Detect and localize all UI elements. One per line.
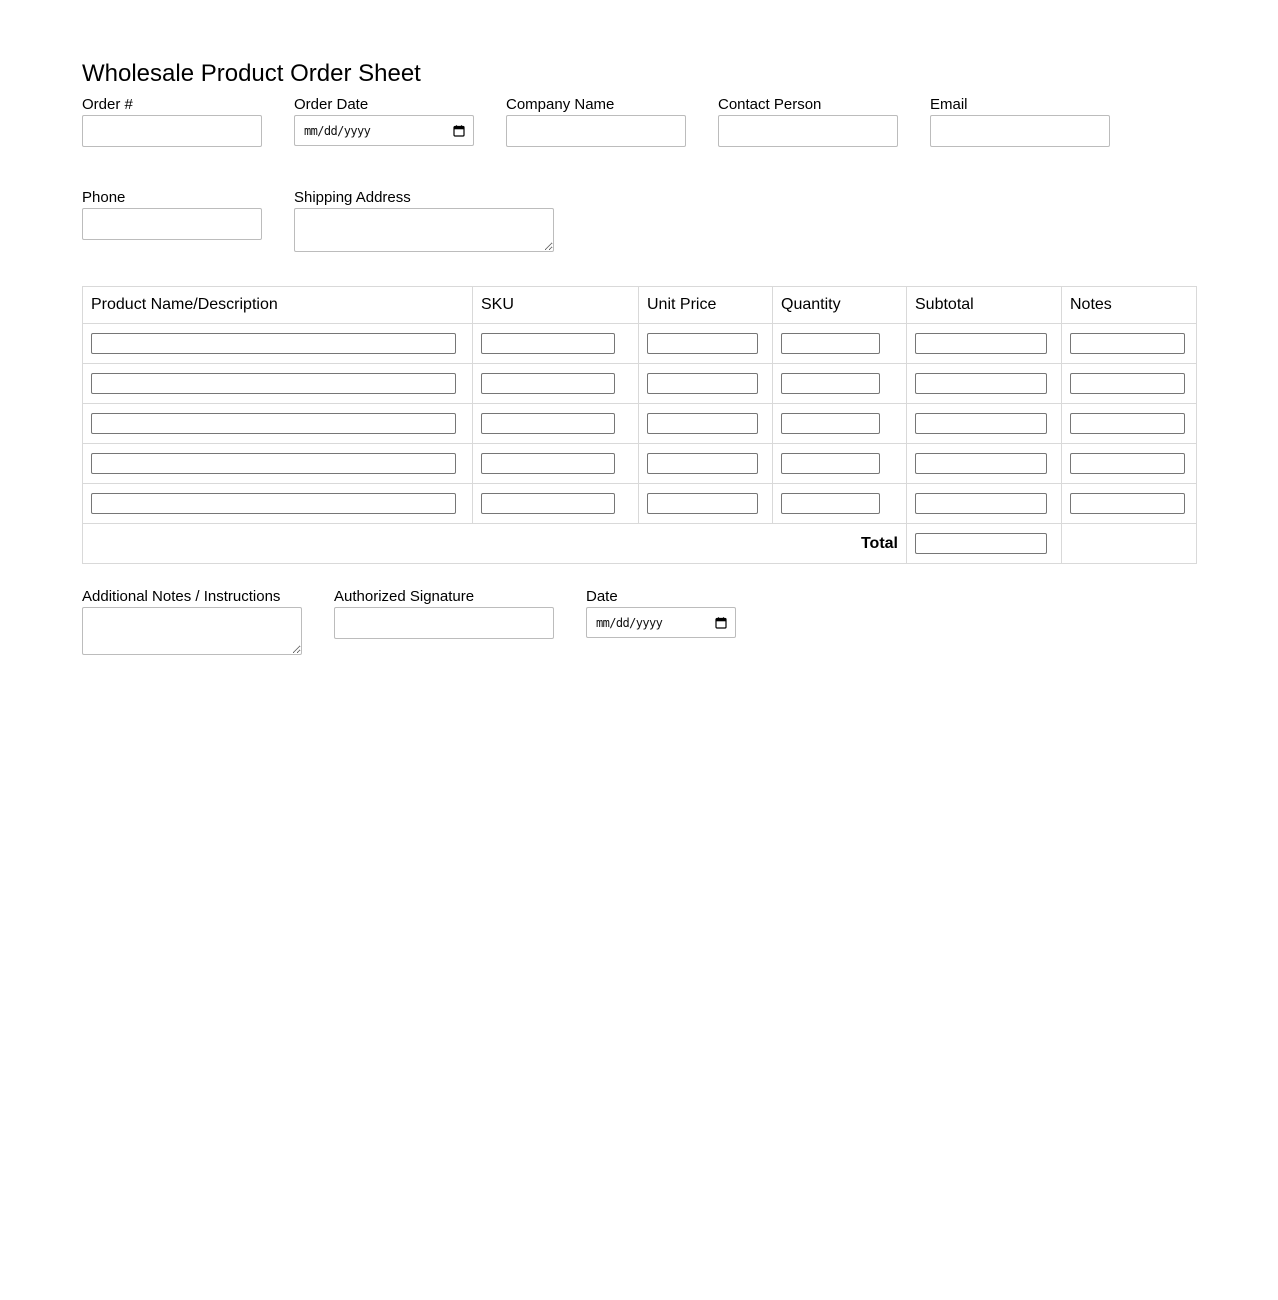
authorized-signature-input[interactable]	[334, 607, 554, 639]
sku-cell	[473, 484, 639, 524]
notes-input[interactable]	[1070, 333, 1185, 354]
subtotal-cell	[907, 484, 1062, 524]
product-name-input[interactable]	[91, 413, 456, 434]
quantity-cell	[773, 324, 907, 364]
signature-date-input[interactable]	[586, 607, 736, 638]
table-row	[83, 444, 1197, 484]
unit-price-input[interactable]	[647, 373, 758, 394]
order-date-label: Order Date	[294, 96, 369, 113]
phone-input[interactable]	[82, 208, 262, 240]
order-number-label: Order #	[82, 96, 133, 113]
shipping-address-group	[294, 189, 554, 252]
notes-cell	[1062, 404, 1197, 444]
authorized-signature-label: Authorized Signature	[334, 588, 475, 605]
signature-date-label: Date	[586, 588, 618, 605]
quantity-input[interactable]	[781, 373, 880, 394]
unit-price-input[interactable]	[647, 413, 758, 434]
sku-input[interactable]	[481, 373, 615, 394]
sku-cell	[473, 404, 639, 444]
product-name-input[interactable]	[91, 453, 456, 474]
quantity-input[interactable]	[781, 413, 880, 434]
product-name-input[interactable]	[91, 493, 456, 514]
shipping-address-label: Shipping Address	[294, 189, 411, 206]
unit-price-cell	[639, 324, 773, 364]
table-header-row	[83, 287, 1197, 324]
table-total-row	[83, 524, 1197, 564]
quantity-cell	[773, 484, 907, 524]
unit-price-cell	[639, 484, 773, 524]
notes-cell	[1062, 324, 1197, 364]
sku-input[interactable]	[481, 453, 615, 474]
notes-cell	[1062, 484, 1197, 524]
contact-person-input[interactable]	[718, 115, 898, 147]
header-notes: Notes	[1062, 287, 1197, 324]
unit-price-cell	[639, 364, 773, 404]
notes-input[interactable]	[1070, 493, 1185, 514]
subtotal-cell	[907, 404, 1062, 444]
page-title: Wholesale Product Order Sheet	[82, 60, 421, 87]
company-name-label: Company Name	[506, 96, 615, 113]
contact-person-group	[718, 96, 898, 147]
notes-input[interactable]	[1070, 373, 1185, 394]
unit-price-input[interactable]	[647, 333, 758, 354]
product-cell	[83, 404, 473, 444]
order-number-input[interactable]	[82, 115, 262, 147]
header-subtotal: Subtotal	[907, 287, 1062, 324]
subtotal-input[interactable]	[915, 333, 1047, 354]
additional-notes-label: Additional Notes / Instructions	[82, 588, 281, 605]
table-row	[83, 404, 1197, 444]
company-name-group	[506, 96, 686, 147]
product-name-input[interactable]	[91, 333, 456, 354]
subtotal-input[interactable]	[915, 413, 1047, 434]
sku-cell	[473, 324, 639, 364]
unit-price-cell	[639, 404, 773, 444]
notes-input[interactable]	[1070, 413, 1185, 434]
quantity-input[interactable]	[781, 453, 880, 474]
signature-date-placeholder: mm/dd/yyyy	[596, 615, 663, 630]
order-number-group	[82, 96, 262, 147]
total-cell	[907, 524, 1062, 564]
additional-notes-textarea[interactable]	[82, 607, 302, 655]
subtotal-cell	[907, 444, 1062, 484]
header-unit-price: Unit Price	[639, 287, 773, 324]
email-group	[930, 96, 1110, 147]
product-name-input[interactable]	[91, 373, 456, 394]
calendar-icon[interactable]	[715, 617, 727, 629]
order-items-table	[82, 286, 1197, 564]
unit-price-input[interactable]	[647, 493, 758, 514]
order-date-group	[294, 96, 474, 146]
table-row	[83, 324, 1197, 364]
contact-person-label: Contact Person	[718, 96, 822, 113]
notes-cell	[1062, 444, 1197, 484]
header-product-name: Product Name/Description	[83, 287, 473, 324]
subtotal-input[interactable]	[915, 493, 1047, 514]
order-date-placeholder: mm/dd/yyyy	[304, 123, 371, 138]
product-cell	[83, 364, 473, 404]
shipping-address-textarea[interactable]	[294, 208, 554, 252]
subtotal-cell	[907, 364, 1062, 404]
additional-notes-group	[82, 588, 302, 655]
unit-price-input[interactable]	[647, 453, 758, 474]
sku-cell	[473, 444, 639, 484]
total-input[interactable]	[915, 533, 1047, 554]
notes-cell	[1062, 364, 1197, 404]
signature-date-group	[586, 588, 736, 638]
subtotal-cell	[907, 324, 1062, 364]
header-quantity: Quantity	[773, 287, 907, 324]
quantity-input[interactable]	[781, 493, 880, 514]
product-cell	[83, 324, 473, 364]
quantity-cell	[773, 404, 907, 444]
quantity-cell	[773, 364, 907, 404]
subtotal-input[interactable]	[915, 453, 1047, 474]
quantity-cell	[773, 444, 907, 484]
subtotal-input[interactable]	[915, 373, 1047, 394]
calendar-icon[interactable]	[453, 125, 465, 137]
header-sku: SKU	[473, 287, 639, 324]
sku-cell	[473, 364, 639, 404]
order-date-input[interactable]	[294, 115, 474, 146]
quantity-input[interactable]	[781, 333, 880, 354]
sku-input[interactable]	[481, 493, 615, 514]
table-row	[83, 484, 1197, 524]
product-cell	[83, 444, 473, 484]
authorized-signature-group	[334, 588, 554, 639]
sku-input[interactable]	[481, 413, 615, 434]
table-row	[83, 364, 1197, 404]
total-label: Total	[83, 524, 907, 564]
phone-label: Phone	[82, 189, 126, 206]
notes-input[interactable]	[1070, 453, 1185, 474]
empty-cell	[1062, 524, 1197, 564]
email-label: Email	[930, 96, 968, 113]
phone-group	[82, 189, 262, 240]
sku-input[interactable]	[481, 333, 615, 354]
product-cell	[83, 484, 473, 524]
email-input[interactable]	[930, 115, 1110, 147]
company-name-input[interactable]	[506, 115, 686, 147]
unit-price-cell	[639, 444, 773, 484]
